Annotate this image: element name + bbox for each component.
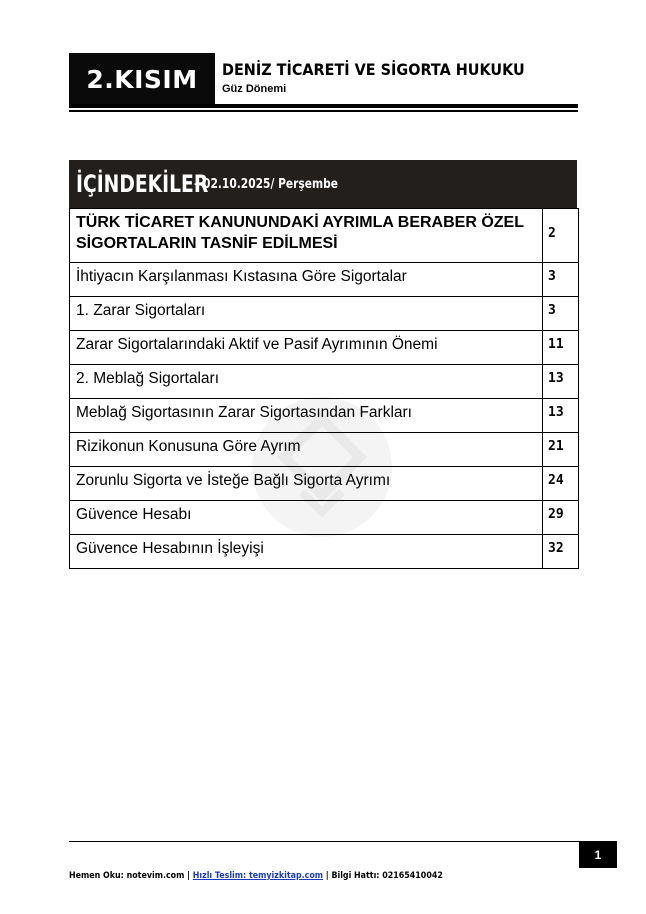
toc-entry-page: 21	[543, 433, 579, 467]
toc-row[interactable]	[70, 535, 579, 569]
header-rule-thick	[69, 104, 578, 108]
footer-rule	[69, 841, 579, 842]
header-rule-thin	[69, 110, 578, 112]
toc-entry-page: 32	[543, 535, 579, 569]
toc-heading: İÇİNDEKİLER	[76, 170, 209, 198]
document-subtitle: Güz Dönemi	[222, 83, 287, 95]
footer-part-1: Hemen Oku: notevim.com |	[69, 871, 193, 881]
toc-row[interactable]	[70, 399, 579, 433]
toc-row[interactable]	[70, 331, 579, 365]
toc-entry-title[interactable]: Güvence Hesabının İşleyişi	[70, 535, 543, 569]
toc-entry-page: 29	[543, 501, 579, 535]
toc-row[interactable]	[70, 263, 579, 297]
toc-date: – 02.10.2025/ Perşembe	[194, 176, 338, 192]
toc-entry-page: 13	[543, 365, 579, 399]
toc-entry-title[interactable]: Meblağ Sigortasının Zarar Sigortasından Farkları	[70, 399, 543, 433]
toc-entry-title[interactable]: 2. Meblağ Sigortaları	[70, 365, 543, 399]
toc-row[interactable]	[70, 209, 579, 263]
toc-entry-page: 24	[543, 467, 579, 501]
toc-entry-page: 3	[543, 263, 579, 297]
toc-entry-title[interactable]: 1. Zarar Sigortaları	[70, 297, 543, 331]
toc-row[interactable]	[70, 365, 579, 399]
toc-entry-title[interactable]: TÜRK TİCARET KANUNUNDAKİ AYRIMLA BERABER ÖZEL SİGORTALARIN TASNİF EDİLMESİ	[70, 209, 543, 263]
toc-row[interactable]	[70, 467, 579, 501]
toc-entry-title[interactable]: Zarar Sigortalarındaki Aktif ve Pasif Ayrımının Önemi	[70, 331, 543, 365]
toc-entry-page: 13	[543, 399, 579, 433]
toc-entry-page: 2	[543, 209, 579, 263]
footer-text	[69, 871, 443, 881]
section-label: 2.KISIM	[69, 53, 215, 106]
toc-entry-page: 3	[543, 297, 579, 331]
page-number: 1	[579, 841, 617, 868]
toc-row[interactable]	[70, 501, 579, 535]
toc-entry-title[interactable]: Zorunlu Sigorta ve İsteğe Bağlı Sigorta Ayrımı	[70, 467, 543, 501]
toc-entry-title[interactable]: Güvence Hesabı	[70, 501, 543, 535]
document-title: DENİZ TİCARETİ VE SİGORTA HUKUKU	[222, 60, 525, 79]
toc-entry-page: 11	[543, 331, 579, 365]
toc-table	[69, 208, 579, 569]
toc-row[interactable]	[70, 433, 579, 467]
footer-part-2: | Bilgi Hattı: 02165410042	[323, 871, 443, 881]
toc-row[interactable]	[70, 297, 579, 331]
toc-header	[69, 160, 577, 208]
footer-link[interactable]: Hızlı Teslim: temyizkitap.com	[192, 871, 324, 881]
toc-entry-title[interactable]: Rizikonun Konusuna Göre Ayrım	[70, 433, 543, 467]
toc-entry-title[interactable]: İhtiyacın Karşılanması Kıstasına Göre Sigortalar	[70, 263, 543, 297]
